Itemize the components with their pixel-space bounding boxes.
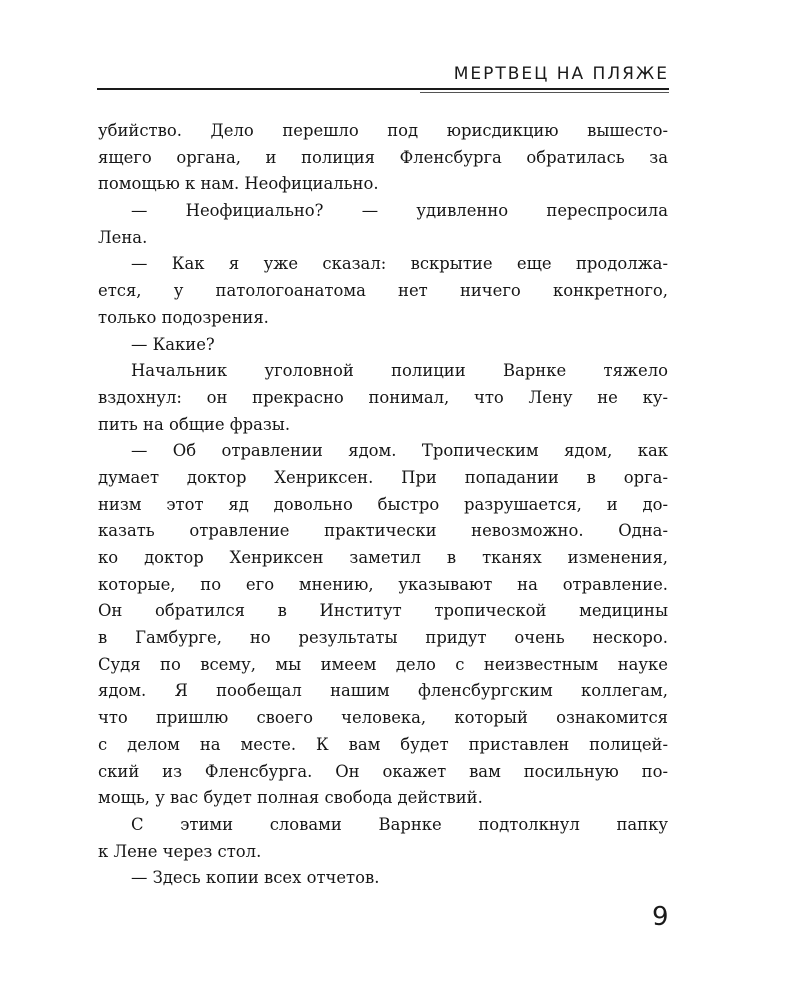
text-line: вздохнул: он прекрасно понимал, что Лену не ку-: [98, 387, 668, 407]
header-rule-thin: [420, 92, 669, 93]
text-line: ядом. Я пообещал нашим фленсбургским коллегам,: [98, 681, 668, 701]
text-block: [98, 118, 668, 892]
page-number: 9: [652, 902, 669, 932]
running-head: МЕРТВЕЦ НА ПЛЯЖЕ: [453, 64, 669, 84]
text-line: Лена.: [98, 227, 148, 247]
text-line: Судя по всему, мы имеем дело с неизвестным науке: [98, 654, 668, 674]
text-line: только подозрения.: [98, 307, 269, 327]
text-line: низм этот яд довольно быстро разрушается, и до-: [98, 494, 668, 514]
text-line: — Неофициально? — удивленно переспросила: [131, 201, 668, 221]
text-line: ский из Фленсбурга. Он окажет вам посильную по-: [98, 761, 668, 781]
text-line: — Об отравлении ядом. Тропическим ядом, как: [131, 441, 668, 461]
text-line: в Гамбурге, но результаты придут очень нескоро.: [98, 628, 668, 648]
text-line: которые, по его мнению, указывают на отравление.: [98, 574, 668, 594]
text-line: Начальник уголовной полиции Варнке тяжело: [131, 361, 668, 381]
text-line: пить на общие фразы.: [98, 414, 291, 434]
text-line: ется, у патологоанатома нет ничего конкретного,: [98, 281, 668, 301]
text-line: к Лене через стол.: [98, 841, 262, 861]
text-line: с делом на месте. К вам будет приставлен полицей-: [98, 734, 668, 754]
text-line: мощь, у вас будет полная свобода действий.: [98, 788, 483, 808]
text-line: — Как я уже сказал: вскрытие еще продолжа-: [131, 254, 668, 274]
text-line: что пришлю своего человека, который ознакомится: [98, 708, 668, 728]
text-line: убийство. Дело перешло под юрисдикцию вышесто-: [98, 121, 668, 140]
text-line: С этими словами Варнке подтолкнул папку: [131, 814, 668, 834]
text-line: ящего органа, и полиция Фленсбурга обратилась за: [98, 147, 668, 167]
text-line: — Здесь копии всех отчетов.: [131, 868, 380, 888]
header-rule: [97, 88, 669, 90]
text-line: помощью к нам. Неофициально.: [98, 174, 379, 194]
text-line: казать отравление практически невозможно. Одна-: [98, 521, 668, 541]
text-line: ко доктор Хенриксен заметил в тканях изменения,: [98, 548, 668, 567]
text-line: — Какие?: [131, 334, 215, 354]
text-line: Он обратился в Институт тропической медицины: [98, 601, 668, 621]
text-line: думает доктор Хенриксен. При попадании в орга-: [98, 467, 668, 487]
